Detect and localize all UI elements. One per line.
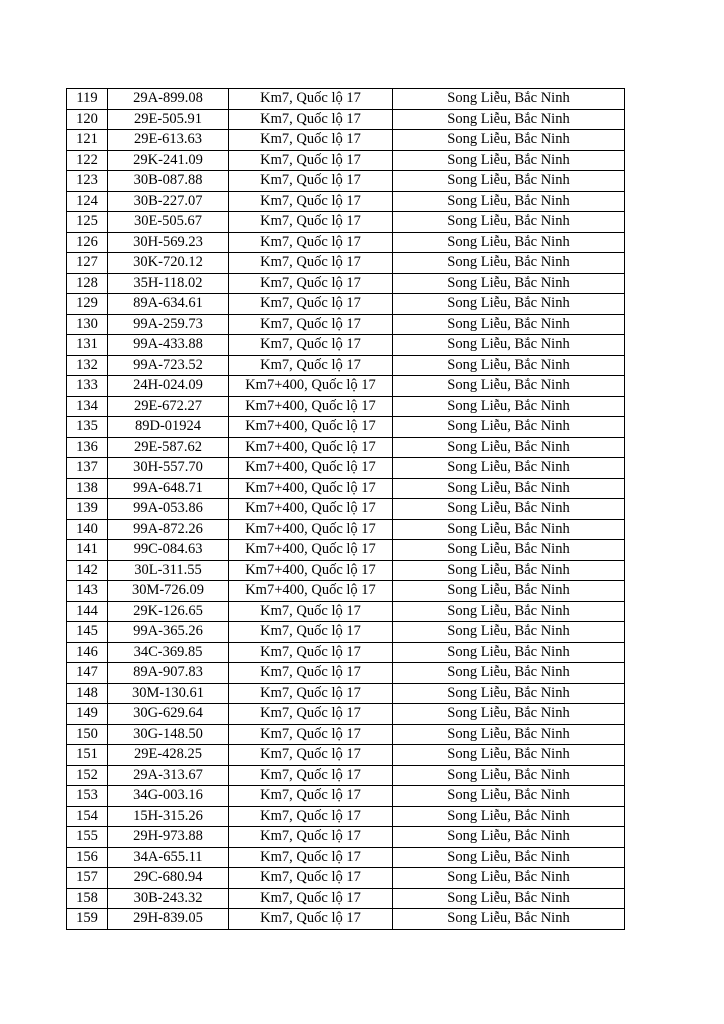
violation-location-cell: Km7+400, Quốc lộ 17 bbox=[229, 581, 393, 602]
table-row bbox=[67, 150, 625, 171]
row-number-cell: 142 bbox=[67, 560, 108, 581]
violation-location-cell: Km7, Quốc lộ 17 bbox=[229, 847, 393, 868]
license-plate-cell: 29A-899.08 bbox=[108, 89, 229, 110]
place-cell: Song Liễu, Bắc Ninh bbox=[393, 150, 625, 171]
table-row bbox=[67, 724, 625, 745]
row-number-cell: 122 bbox=[67, 150, 108, 171]
table-row bbox=[67, 868, 625, 889]
violation-location-cell: Km7, Quốc lộ 17 bbox=[229, 171, 393, 192]
license-plate-cell: 34A-655.11 bbox=[108, 847, 229, 868]
violation-location-cell: Km7, Quốc lộ 17 bbox=[229, 130, 393, 151]
place-cell: Song Liễu, Bắc Ninh bbox=[393, 786, 625, 807]
row-number-cell: 134 bbox=[67, 396, 108, 417]
license-plate-cell: 29E-428.25 bbox=[108, 745, 229, 766]
violation-location-cell: Km7+400, Quốc lộ 17 bbox=[229, 437, 393, 458]
place-cell: Song Liễu, Bắc Ninh bbox=[393, 581, 625, 602]
table-row bbox=[67, 745, 625, 766]
license-plate-cell: 29H-839.05 bbox=[108, 909, 229, 930]
violation-location-cell: Km7, Quốc lộ 17 bbox=[229, 232, 393, 253]
license-plate-cell: 89A-634.61 bbox=[108, 294, 229, 315]
violation-location-cell: Km7, Quốc lộ 17 bbox=[229, 663, 393, 684]
table-row bbox=[67, 191, 625, 212]
place-cell: Song Liễu, Bắc Ninh bbox=[393, 417, 625, 438]
place-cell: Song Liễu, Bắc Ninh bbox=[393, 622, 625, 643]
table-row bbox=[67, 499, 625, 520]
violation-location-cell: Km7, Quốc lộ 17 bbox=[229, 888, 393, 909]
violation-location-cell: Km7, Quốc lộ 17 bbox=[229, 642, 393, 663]
row-number-cell: 119 bbox=[67, 89, 108, 110]
violation-location-cell: Km7+400, Quốc lộ 17 bbox=[229, 376, 393, 397]
row-number-cell: 144 bbox=[67, 601, 108, 622]
table-row bbox=[67, 581, 625, 602]
violation-location-cell: Km7, Quốc lộ 17 bbox=[229, 868, 393, 889]
license-plate-cell: 30B-087.88 bbox=[108, 171, 229, 192]
place-cell: Song Liễu, Bắc Ninh bbox=[393, 827, 625, 848]
row-number-cell: 152 bbox=[67, 765, 108, 786]
license-plate-cell: 35H-118.02 bbox=[108, 273, 229, 294]
row-number-cell: 130 bbox=[67, 314, 108, 335]
license-plate-cell: 29K-241.09 bbox=[108, 150, 229, 171]
place-cell: Song Liễu, Bắc Ninh bbox=[393, 540, 625, 561]
table-row bbox=[67, 519, 625, 540]
row-number-cell: 139 bbox=[67, 499, 108, 520]
table-row bbox=[67, 437, 625, 458]
license-plate-cell: 29C-680.94 bbox=[108, 868, 229, 889]
place-cell: Song Liễu, Bắc Ninh bbox=[393, 396, 625, 417]
table-row bbox=[67, 458, 625, 479]
row-number-cell: 127 bbox=[67, 253, 108, 274]
row-number-cell: 146 bbox=[67, 642, 108, 663]
violation-location-cell: Km7, Quốc lộ 17 bbox=[229, 704, 393, 725]
violation-location-cell: Km7, Quốc lộ 17 bbox=[229, 765, 393, 786]
table-row bbox=[67, 130, 625, 151]
violation-location-cell: Km7+400, Quốc lộ 17 bbox=[229, 499, 393, 520]
license-plate-cell: 29E-613.63 bbox=[108, 130, 229, 151]
place-cell: Song Liễu, Bắc Ninh bbox=[393, 191, 625, 212]
place-cell: Song Liễu, Bắc Ninh bbox=[393, 253, 625, 274]
table-row bbox=[67, 540, 625, 561]
row-number-cell: 143 bbox=[67, 581, 108, 602]
table-row bbox=[67, 560, 625, 581]
table-row bbox=[67, 355, 625, 376]
row-number-cell: 155 bbox=[67, 827, 108, 848]
place-cell: Song Liễu, Bắc Ninh bbox=[393, 765, 625, 786]
place-cell: Song Liễu, Bắc Ninh bbox=[393, 437, 625, 458]
row-number-cell: 147 bbox=[67, 663, 108, 684]
row-number-cell: 159 bbox=[67, 909, 108, 930]
place-cell: Song Liễu, Bắc Ninh bbox=[393, 806, 625, 827]
violation-location-cell: Km7, Quốc lộ 17 bbox=[229, 745, 393, 766]
license-plate-cell: 30B-227.07 bbox=[108, 191, 229, 212]
place-cell: Song Liễu, Bắc Ninh bbox=[393, 458, 625, 479]
place-cell: Song Liễu, Bắc Ninh bbox=[393, 478, 625, 499]
violation-location-cell: Km7+400, Quốc lộ 17 bbox=[229, 519, 393, 540]
row-number-cell: 148 bbox=[67, 683, 108, 704]
violation-location-cell: Km7, Quốc lộ 17 bbox=[229, 191, 393, 212]
table-row bbox=[67, 232, 625, 253]
place-cell: Song Liễu, Bắc Ninh bbox=[393, 109, 625, 130]
table-row bbox=[67, 704, 625, 725]
row-number-cell: 140 bbox=[67, 519, 108, 540]
place-cell: Song Liễu, Bắc Ninh bbox=[393, 273, 625, 294]
place-cell: Song Liễu, Bắc Ninh bbox=[393, 89, 625, 110]
license-plate-cell: 99A-872.26 bbox=[108, 519, 229, 540]
row-number-cell: 125 bbox=[67, 212, 108, 233]
table-row bbox=[67, 376, 625, 397]
place-cell: Song Liễu, Bắc Ninh bbox=[393, 314, 625, 335]
violation-location-cell: Km7, Quốc lộ 17 bbox=[229, 294, 393, 315]
row-number-cell: 149 bbox=[67, 704, 108, 725]
violation-location-cell: Km7, Quốc lộ 17 bbox=[229, 827, 393, 848]
place-cell: Song Liễu, Bắc Ninh bbox=[393, 519, 625, 540]
place-cell: Song Liễu, Bắc Ninh bbox=[393, 294, 625, 315]
violation-table bbox=[66, 88, 625, 930]
license-plate-cell: 34C-369.85 bbox=[108, 642, 229, 663]
violation-location-cell: Km7, Quốc lộ 17 bbox=[229, 806, 393, 827]
row-number-cell: 123 bbox=[67, 171, 108, 192]
table-row bbox=[67, 273, 625, 294]
table-row bbox=[67, 335, 625, 356]
license-plate-cell: 30E-505.67 bbox=[108, 212, 229, 233]
table-row bbox=[67, 478, 625, 499]
license-plate-cell: 99A-723.52 bbox=[108, 355, 229, 376]
violation-location-cell: Km7, Quốc lộ 17 bbox=[229, 89, 393, 110]
violation-location-cell: Km7+400, Quốc lộ 17 bbox=[229, 478, 393, 499]
table-row bbox=[67, 171, 625, 192]
license-plate-cell: 99A-433.88 bbox=[108, 335, 229, 356]
violation-location-cell: Km7, Quốc lộ 17 bbox=[229, 273, 393, 294]
license-plate-cell: 89A-907.83 bbox=[108, 663, 229, 684]
table-row bbox=[67, 314, 625, 335]
place-cell: Song Liễu, Bắc Ninh bbox=[393, 663, 625, 684]
license-plate-cell: 30L-311.55 bbox=[108, 560, 229, 581]
row-number-cell: 158 bbox=[67, 888, 108, 909]
violation-location-cell: Km7+400, Quốc lộ 17 bbox=[229, 417, 393, 438]
violation-location-cell: Km7, Quốc lộ 17 bbox=[229, 253, 393, 274]
row-number-cell: 131 bbox=[67, 335, 108, 356]
place-cell: Song Liễu, Bắc Ninh bbox=[393, 847, 625, 868]
violation-location-cell: Km7, Quốc lộ 17 bbox=[229, 314, 393, 335]
table-row bbox=[67, 294, 625, 315]
row-number-cell: 128 bbox=[67, 273, 108, 294]
table-row bbox=[67, 212, 625, 233]
violation-location-cell: Km7, Quốc lộ 17 bbox=[229, 150, 393, 171]
license-plate-cell: 30G-629.64 bbox=[108, 704, 229, 725]
license-plate-cell: 15H-315.26 bbox=[108, 806, 229, 827]
row-number-cell: 126 bbox=[67, 232, 108, 253]
license-plate-cell: 99A-365.26 bbox=[108, 622, 229, 643]
place-cell: Song Liễu, Bắc Ninh bbox=[393, 745, 625, 766]
place-cell: Song Liễu, Bắc Ninh bbox=[393, 888, 625, 909]
row-number-cell: 156 bbox=[67, 847, 108, 868]
license-plate-cell: 89D-01924 bbox=[108, 417, 229, 438]
license-plate-cell: 24H-024.09 bbox=[108, 376, 229, 397]
violation-location-cell: Km7, Quốc lộ 17 bbox=[229, 683, 393, 704]
license-plate-cell: 99A-053.86 bbox=[108, 499, 229, 520]
table-row bbox=[67, 909, 625, 930]
row-number-cell: 154 bbox=[67, 806, 108, 827]
violation-location-cell: Km7+400, Quốc lộ 17 bbox=[229, 396, 393, 417]
table-row bbox=[67, 396, 625, 417]
violation-location-cell: Km7, Quốc lộ 17 bbox=[229, 212, 393, 233]
row-number-cell: 157 bbox=[67, 868, 108, 889]
license-plate-cell: 30M-726.09 bbox=[108, 581, 229, 602]
place-cell: Song Liễu, Bắc Ninh bbox=[393, 601, 625, 622]
row-number-cell: 150 bbox=[67, 724, 108, 745]
table-row bbox=[67, 663, 625, 684]
license-plate-cell: 99A-259.73 bbox=[108, 314, 229, 335]
license-plate-cell: 29E-672.27 bbox=[108, 396, 229, 417]
row-number-cell: 151 bbox=[67, 745, 108, 766]
place-cell: Song Liễu, Bắc Ninh bbox=[393, 909, 625, 930]
row-number-cell: 133 bbox=[67, 376, 108, 397]
row-number-cell: 129 bbox=[67, 294, 108, 315]
row-number-cell: 132 bbox=[67, 355, 108, 376]
license-plate-cell: 29K-126.65 bbox=[108, 601, 229, 622]
place-cell: Song Liễu, Bắc Ninh bbox=[393, 212, 625, 233]
table-row bbox=[67, 601, 625, 622]
row-number-cell: 136 bbox=[67, 437, 108, 458]
place-cell: Song Liễu, Bắc Ninh bbox=[393, 355, 625, 376]
table-row bbox=[67, 622, 625, 643]
place-cell: Song Liễu, Bắc Ninh bbox=[393, 724, 625, 745]
violation-location-cell: Km7, Quốc lộ 17 bbox=[229, 622, 393, 643]
license-plate-cell: 99C-084.63 bbox=[108, 540, 229, 561]
place-cell: Song Liễu, Bắc Ninh bbox=[393, 868, 625, 889]
license-plate-cell: 30M-130.61 bbox=[108, 683, 229, 704]
table-row bbox=[67, 417, 625, 438]
license-plate-cell: 30H-557.70 bbox=[108, 458, 229, 479]
license-plate-cell: 29A-313.67 bbox=[108, 765, 229, 786]
table-row bbox=[67, 765, 625, 786]
license-plate-cell: 29E-505.91 bbox=[108, 109, 229, 130]
table-row bbox=[67, 253, 625, 274]
violation-location-cell: Km7+400, Quốc lộ 17 bbox=[229, 560, 393, 581]
table-row bbox=[67, 786, 625, 807]
row-number-cell: 145 bbox=[67, 622, 108, 643]
row-number-cell: 135 bbox=[67, 417, 108, 438]
row-number-cell: 120 bbox=[67, 109, 108, 130]
row-number-cell: 124 bbox=[67, 191, 108, 212]
place-cell: Song Liễu, Bắc Ninh bbox=[393, 683, 625, 704]
table-row bbox=[67, 847, 625, 868]
table-row bbox=[67, 683, 625, 704]
table-row bbox=[67, 109, 625, 130]
license-plate-cell: 29E-587.62 bbox=[108, 437, 229, 458]
row-number-cell: 137 bbox=[67, 458, 108, 479]
table-row bbox=[67, 642, 625, 663]
row-number-cell: 138 bbox=[67, 478, 108, 499]
table-row bbox=[67, 827, 625, 848]
row-number-cell: 141 bbox=[67, 540, 108, 561]
license-plate-cell: 30B-243.32 bbox=[108, 888, 229, 909]
violation-location-cell: Km7, Quốc lộ 17 bbox=[229, 909, 393, 930]
row-number-cell: 121 bbox=[67, 130, 108, 151]
license-plate-cell: 99A-648.71 bbox=[108, 478, 229, 499]
place-cell: Song Liễu, Bắc Ninh bbox=[393, 704, 625, 725]
place-cell: Song Liễu, Bắc Ninh bbox=[393, 642, 625, 663]
license-plate-cell: 30G-148.50 bbox=[108, 724, 229, 745]
license-plate-cell: 30H-569.23 bbox=[108, 232, 229, 253]
row-number-cell: 153 bbox=[67, 786, 108, 807]
place-cell: Song Liễu, Bắc Ninh bbox=[393, 232, 625, 253]
violation-location-cell: Km7+400, Quốc lộ 17 bbox=[229, 540, 393, 561]
violation-location-cell: Km7, Quốc lộ 17 bbox=[229, 355, 393, 376]
violation-location-cell: Km7, Quốc lộ 17 bbox=[229, 601, 393, 622]
place-cell: Song Liễu, Bắc Ninh bbox=[393, 130, 625, 151]
place-cell: Song Liễu, Bắc Ninh bbox=[393, 499, 625, 520]
license-plate-cell: 34G-003.16 bbox=[108, 786, 229, 807]
violation-location-cell: Km7, Quốc lộ 17 bbox=[229, 786, 393, 807]
license-plate-cell: 30K-720.12 bbox=[108, 253, 229, 274]
table-row bbox=[67, 806, 625, 827]
violation-table-body bbox=[67, 89, 625, 930]
violation-location-cell: Km7, Quốc lộ 17 bbox=[229, 335, 393, 356]
table-row bbox=[67, 89, 625, 110]
violation-location-cell: Km7, Quốc lộ 17 bbox=[229, 109, 393, 130]
place-cell: Song Liễu, Bắc Ninh bbox=[393, 171, 625, 192]
place-cell: Song Liễu, Bắc Ninh bbox=[393, 376, 625, 397]
place-cell: Song Liễu, Bắc Ninh bbox=[393, 335, 625, 356]
license-plate-cell: 29H-973.88 bbox=[108, 827, 229, 848]
table-row bbox=[67, 888, 625, 909]
violation-location-cell: Km7, Quốc lộ 17 bbox=[229, 724, 393, 745]
violation-location-cell: Km7+400, Quốc lộ 17 bbox=[229, 458, 393, 479]
place-cell: Song Liễu, Bắc Ninh bbox=[393, 560, 625, 581]
